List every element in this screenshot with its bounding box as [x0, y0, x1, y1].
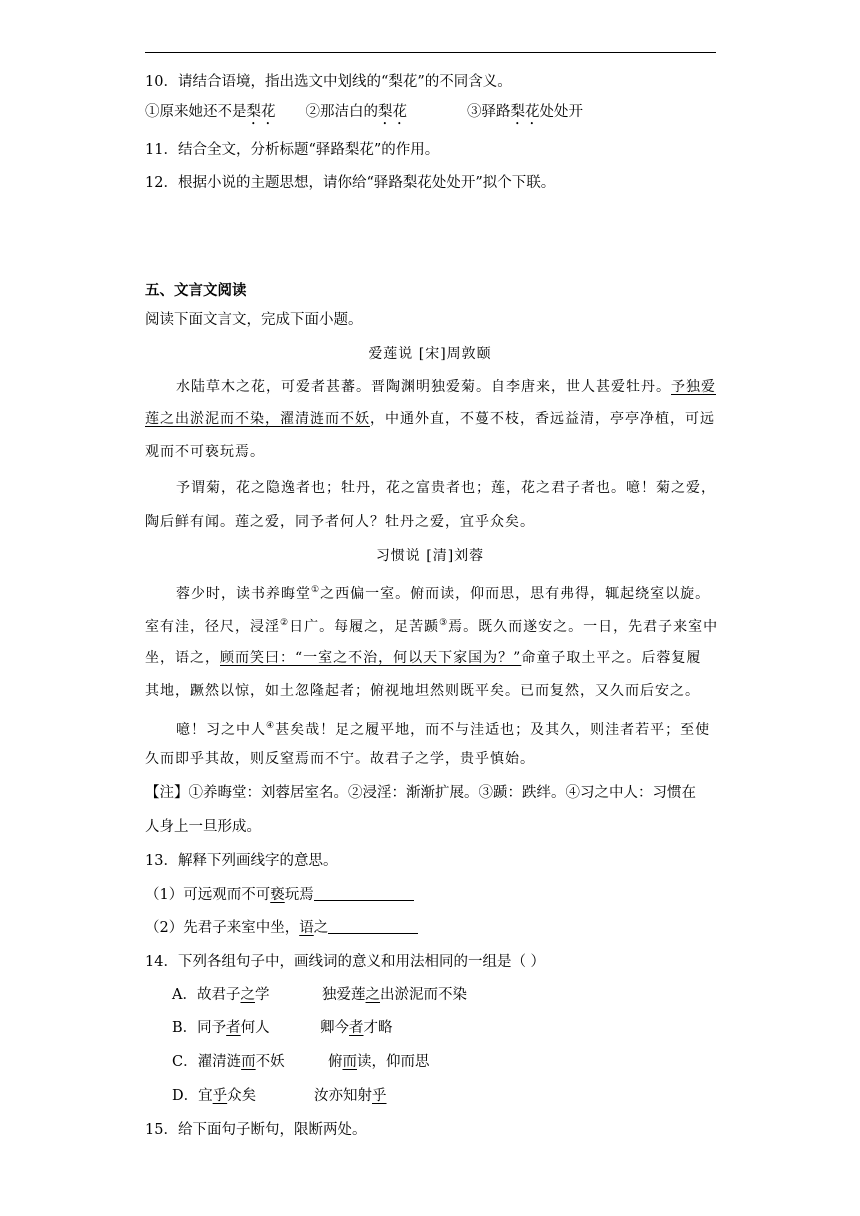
q13-stem: 13．解释下列画线字的意思。	[145, 853, 338, 869]
text1-title: 爱莲说 [宋]周敦颐	[368, 346, 492, 362]
q10-opt1: ①原来她还不是梨花	[145, 104, 276, 120]
text1-p1-line2: 莲之出淤泥而不染，濯清涟而不妖，中通外直，不蔓不枝，香远益清，亭亭净植，可远	[145, 411, 715, 427]
q14-option-a[interactable]: A．故君子之学 独爱莲之出淤泥而不染	[172, 987, 467, 1003]
q13-item2: （2）先君子来室中坐，语之	[145, 918, 418, 938]
text2-p1-line3: 坐，语之，顾而笑曰：“一室之不治，何以天下家国为？”命童子取土平之。后蓉复履	[145, 650, 702, 666]
text1-p2-line2: 陶后鲜有闻。莲之爱，同予者何人？牡丹之爱，宜乎众矣。	[145, 514, 535, 530]
q13-item1: （1）可远观而不可亵玩焉	[145, 885, 414, 905]
q10-opt3: ③驿路梨花处处开	[467, 104, 583, 120]
q13-answer-blank-2[interactable]	[328, 919, 418, 934]
text2-p2-line1: 噫！习之中人④甚矣哉！足之履平地，而不与洼适也；及其久，则洼者若平；至使	[176, 721, 711, 738]
text1-p1-line1: 水陆草木之花，可爱者甚蕃。晋陶渊明独爱菊。自李唐来，世人甚爱牡丹。予独爱	[176, 379, 716, 395]
q14-option-b[interactable]: B．同予者何人 卿今者才略	[172, 1020, 393, 1036]
q14-option-c[interactable]: C．濯清涟而不妖 俯而读，仰而思	[172, 1054, 430, 1070]
q12-stem: 12．根据小说的主题思想，请你给“驿路梨花处处开”拟个下联。	[145, 175, 556, 191]
section-intro: 阅读下面文言文，完成下面小题。	[145, 312, 363, 328]
text2-p1-line4: 其地，蹶然以惊，如土忽隆起者；俯视地坦然则既平矣。已而复然，又久而后安之。	[145, 683, 700, 699]
text2-title: 习惯说 [清]刘蓉	[375, 548, 485, 564]
top-rule	[145, 52, 716, 53]
q10-opt2: ②那洁白的梨花	[305, 104, 407, 120]
q10-options	[145, 102, 583, 128]
text1-p2-line1: 予谓菊，花之隐逸者也；牡丹，花之富贵者也；莲，花之君子者也。噫！菊之爱，	[176, 480, 716, 496]
text2-p1-line2: 室有洼，径尺，浸淫②日广。每履之，足苦踬③焉。既久而遂安之。一日，先君子来室中	[145, 618, 719, 635]
text2-p1-line1: 蓉少时，读书养晦堂①之西偏一室。俯而读，仰而思，思有弗得，辄起绕室以旋。	[176, 585, 711, 602]
section-heading: 五、文言文阅读	[145, 282, 247, 299]
q11-stem: 11．结合全文，分析标题“驿路梨花”的作用。	[145, 142, 440, 158]
q10-stem: 10．请结合语境，指出选文中划线的“梨花”的不同含义。	[145, 74, 512, 90]
note-line2: 人身上一旦形成。	[145, 819, 261, 835]
text2-p2-line2: 久而即乎其故，则反窒焉而不宁。故君子之学，贵乎慎始。	[145, 751, 535, 767]
q15-stem: 15．给下面句子断句，限断两处。	[145, 1122, 367, 1138]
q14-stem: 14．下列各组句子中，画线词的意义和用法相同的一组是（ ）	[145, 954, 546, 970]
text1-p1-line3: 观而不可亵玩焉。	[145, 444, 265, 460]
q14-option-d[interactable]: D．宜乎众矣 汝亦知射乎	[172, 1088, 387, 1104]
note-line1: 【注】①养晦堂：刘蓉居室名。②浸淫：渐渐扩展。③踬：跌绊。④习之中人：习惯在	[145, 785, 696, 801]
q13-answer-blank-1[interactable]	[314, 886, 414, 901]
